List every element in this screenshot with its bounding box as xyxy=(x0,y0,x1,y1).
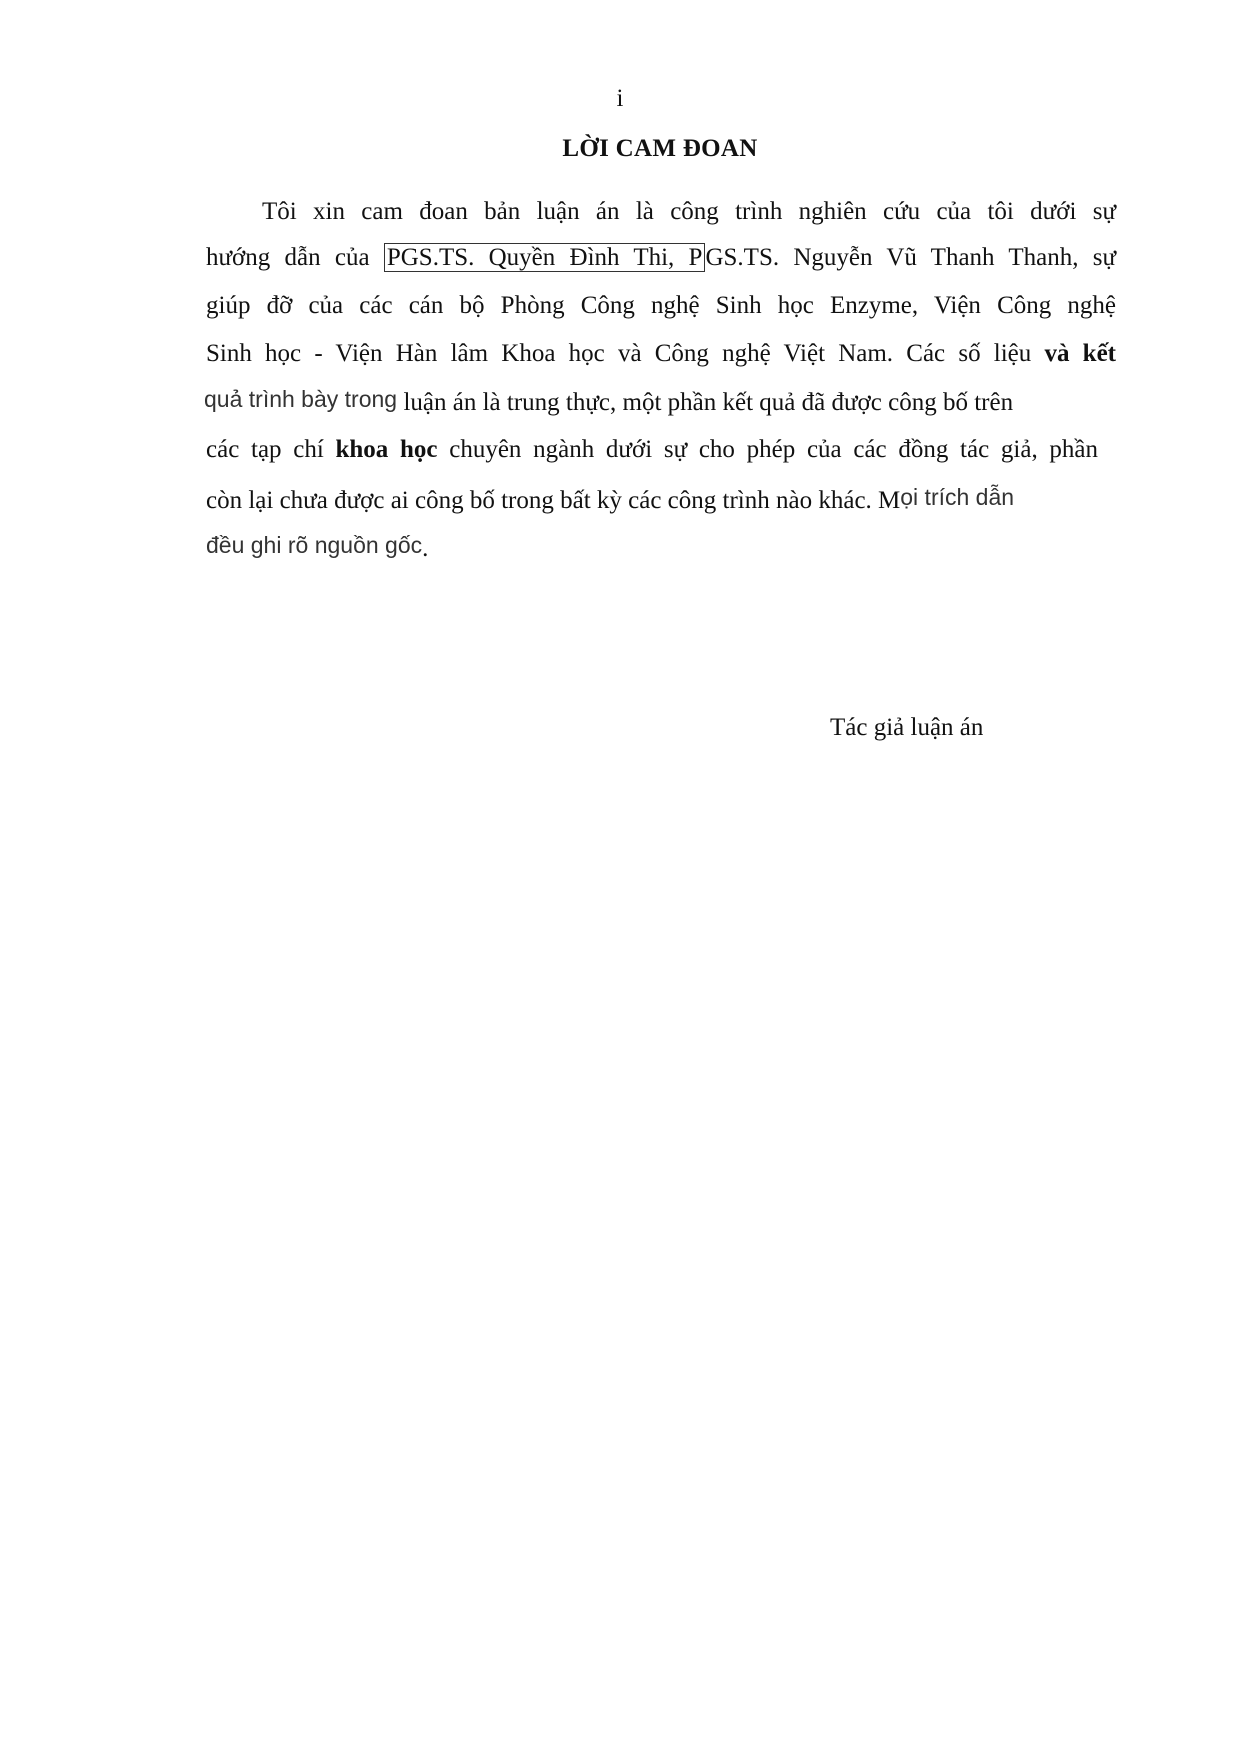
signature-label: Tác giả luận án xyxy=(830,714,984,741)
paragraph-line xyxy=(206,484,1116,517)
bold-text: khoa học xyxy=(335,436,438,463)
paragraph-text: chuyên ngành dưới sự cho phép của các đồng tác giả, phần xyxy=(437,436,1098,463)
page-title: LỜI CAM ĐOAN xyxy=(562,135,758,162)
paragraph-line xyxy=(206,434,1098,466)
paragraph-text: GS.TS. Nguyễn Vũ Thanh Thanh, sự xyxy=(705,244,1116,271)
paragraph-line xyxy=(206,338,1116,370)
highlighted-supervisor-name: PGS.TS. Quyền Đình Thi, P xyxy=(384,243,706,272)
paragraph-text: các tạp chí xyxy=(206,436,336,463)
paragraph-text: ọi trích dẫn xyxy=(900,484,1015,510)
page-number: i xyxy=(616,85,624,112)
paragraph-text: hướng dẫn của xyxy=(206,244,384,271)
paragraph-line xyxy=(206,242,1116,274)
paragraph-line xyxy=(206,532,1116,565)
paragraph-text: còn lại chưa được ai công bố trong bất kỳ các công trình nào khác. M xyxy=(206,487,901,514)
paragraph-text: đều ghi rõ nguồn gốc xyxy=(206,532,423,558)
paragraph-text: luận án là trung thực, một phần kết quả đã được công bố trên xyxy=(403,389,1014,416)
paragraph-line xyxy=(262,196,1116,228)
paragraph-text: quả trình bày trong xyxy=(204,386,404,412)
paragraph-line xyxy=(206,290,1116,322)
paragraph-text: Tôi xin cam đoan bản luận án là công trình nghiên cứu của tôi dưới sự xyxy=(262,198,1116,225)
paragraph-text: . xyxy=(422,535,429,562)
paragraph-text: giúp đỡ của các cán bộ Phòng Công nghệ Sinh học Enzyme, Viện Công nghệ xyxy=(206,292,1116,319)
paragraph-text: Sinh học - Viện Hàn lâm Khoa học và Công nghệ Việt Nam. Các số liệu xyxy=(206,340,1045,367)
paragraph-line xyxy=(204,386,1098,419)
bold-text: và kết xyxy=(1044,340,1116,367)
